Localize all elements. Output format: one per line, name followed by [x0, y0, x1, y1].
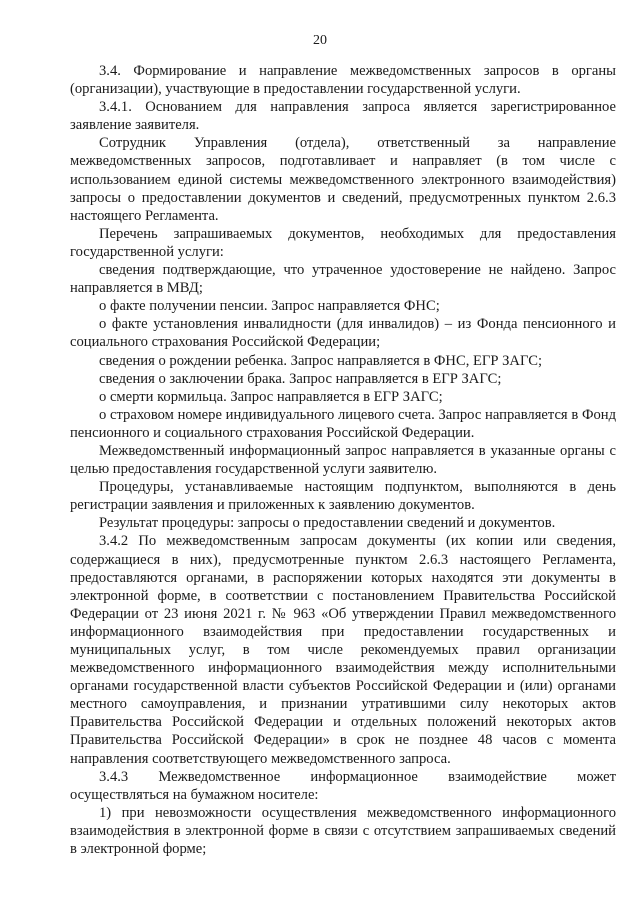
paragraph-3-4-2: 3.4.2 По межведомственным запросам документы (их копии или сведения, содержащиеся в них), предусмотренные пунктом 2.6.3 настоящего Регламента, предоставляются органами, в распоряжении которых находятся эти документы в электронной форме, в соответствии с постановлением Правительства Российской Федерации от 23 июня 2021 г. № 963 «Об утверждении Правил межведомственного информационного взаимодействия при предоставлении государственных и муниципальных услуг, в том числе рекомендуемых правил организации межведомственного информационного взаимодействия между исполнительными органами государственной власти субъектов Российской Федерации и (или) органами местного самоуправления, и признании утратившими силу некоторых актов Правительства Российской Федерации и отдельных положений некоторых актов Правительства Российской Федерации» в срок не позднее 48 часов с момента направления соответствующего межведомственного запроса.	[70, 533, 616, 767]
paragraph-3-4-3-number: 3.4.3	[99, 768, 129, 785]
paragraph-3-4-3-word: Межведомственное	[158, 768, 281, 785]
list-item-pension: о факте получении пенсии. Запрос направляется ФНС;	[99, 298, 440, 315]
list-item-death: о смерти кормильца. Запрос направляется в ЕГР ЗАГС;	[99, 388, 443, 405]
paragraph-3-4-1: 3.4.1. Основанием для направления запроса является зарегистрированное заявление заявителя.	[70, 99, 616, 134]
paragraph-3-4: 3.4. Формирование и направление межведомственных запросов в органы (организации), участвующие в предоставлении государственной услуги.	[70, 63, 616, 98]
paragraph-3-4-3-word: взаимодействие	[448, 768, 547, 785]
paragraph-item-1: 1) при невозможности осуществления межведомственного информационного взаимодействия в электронной форме в связи с отсутствием запрашиваемых сведений в электронной форме;	[70, 804, 616, 858]
paragraph-3-4-3-line	[70, 768, 616, 786]
paragraph-procedure-timing: Процедуры, устанавливаемые настоящим подпунктом, выполняются в день регистрации заявления и приложенных к заявлению документов.	[70, 479, 616, 514]
list-item-birth: сведения о рождении ребенка. Запрос направляется в ФНС, ЕГР ЗАГС;	[99, 352, 542, 369]
list-item-insurance-number: о страховом номере индивидуального лицевого счета. Запрос направляется в Фонд пенсионного и социального страхования Российской Федерации.	[70, 406, 616, 441]
paragraph-request-sent: Межведомственный информационный запрос направляется в указанные органы с целью предоставления государственной услуги заявителю.	[70, 442, 616, 478]
paragraph-3-4-3-word: может	[577, 768, 616, 785]
paragraph-3-4-3-word: информационное	[310, 768, 418, 785]
list-item-mvd: сведения подтверждающие, что утраченное удостоверение не найдено. Запрос направляется в МВД;	[70, 262, 616, 297]
document-body	[70, 62, 616, 858]
paragraph-3-4-3-tail: осуществляться на бумажном носителе:	[70, 786, 319, 803]
paragraph-procedure-result: Результат процедуры: запросы о предоставлении сведений и документов.	[99, 515, 556, 532]
paragraph-employee: Сотрудник Управления (отдела), ответственный за направление межведомственных запросов, подготавливает и направляет (в том числе с использованием единой системы межведомственного электронного взаимодействия) запросы о предоставлении документов и сведений, предусмотренных пунктом 2.6.3 настоящего Регламента.	[70, 135, 616, 224]
list-item-disability: о факте установления инвалидности (для инвалидов) – из Фонда пенсионного и социального страхования Российской Федерации;	[70, 316, 616, 351]
page-number: 20	[313, 33, 327, 48]
paragraph-document-list: Перечень запрашиваемых документов, необходимых для предоставления государственной услуги:	[70, 225, 616, 260]
list-item-marriage: сведения о заключении брака. Запрос направляется в ЕГР ЗАГС;	[99, 370, 502, 387]
